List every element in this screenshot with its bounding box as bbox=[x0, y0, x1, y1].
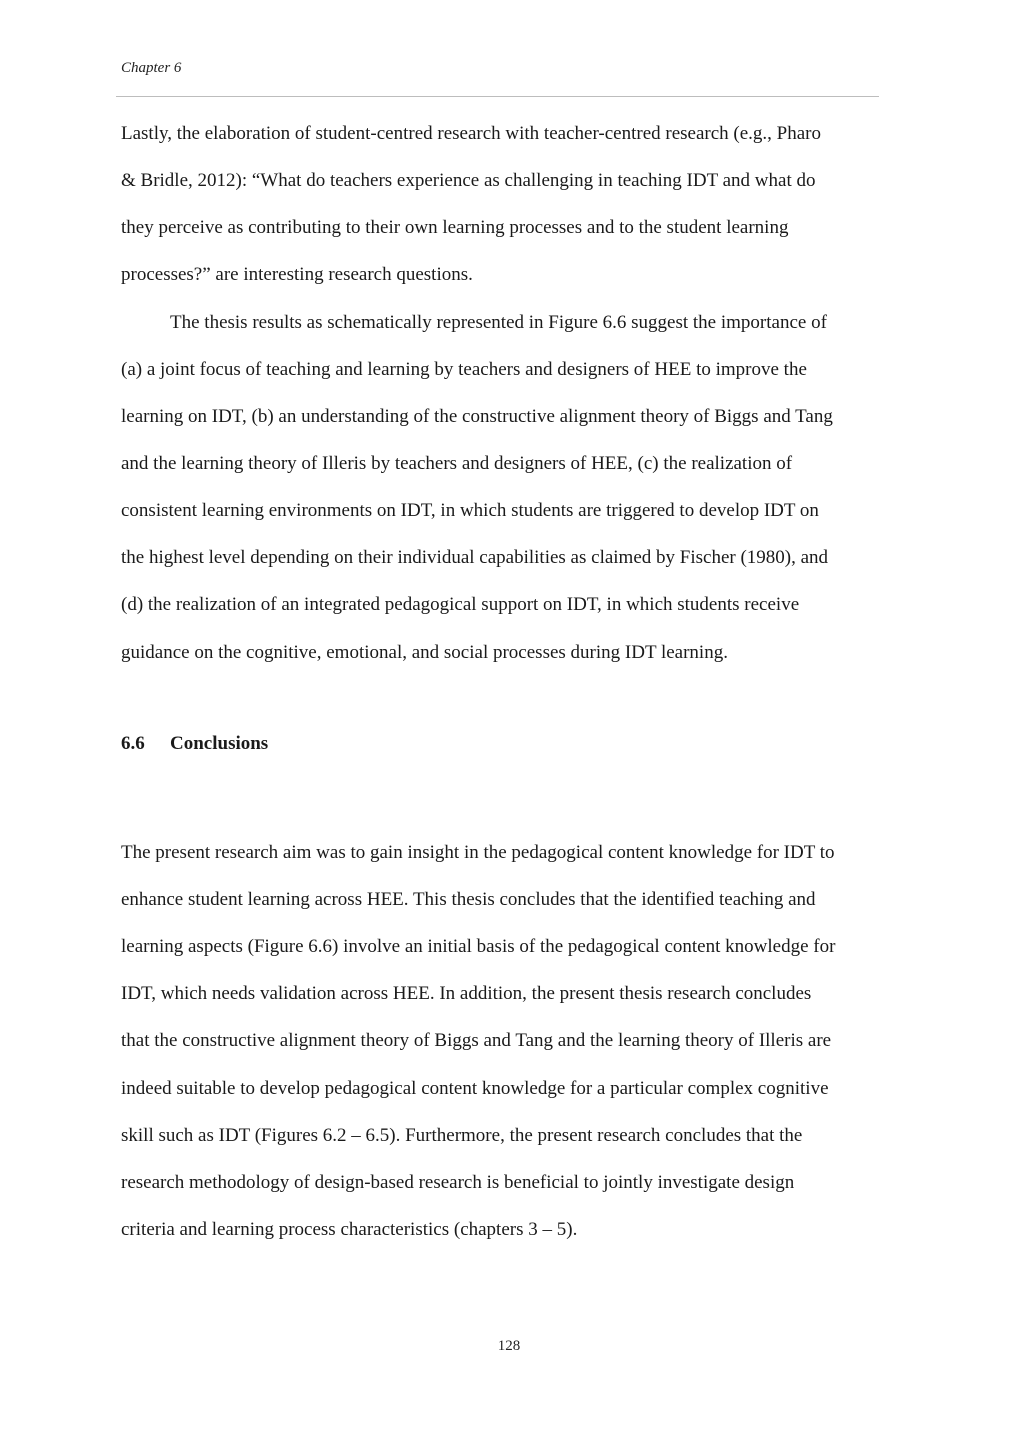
text-line: guidance on the cognitive, emotional, and social processes during IDT learning. bbox=[121, 642, 728, 663]
text-line: learning on IDT, (b) an understanding of the constructive alignment theory of Biggs and Tang bbox=[121, 406, 833, 427]
text-line: consistent learning environments on IDT, in which students are triggered to develop IDT on bbox=[121, 500, 819, 521]
text-line: IDT, which needs validation across HEE. In addition, the present thesis research concludes bbox=[121, 983, 812, 1004]
text-line: skill such as IDT (Figures 6.2 – 6.5). Furthermore, the present research concludes that the bbox=[121, 1125, 803, 1146]
text-line: that the constructive alignment theory of Biggs and Tang and the learning theory of Illeris are bbox=[121, 1030, 832, 1051]
section-heading bbox=[121, 732, 268, 756]
text-line: (d) the realization of an integrated pedagogical support on IDT, in which students receive bbox=[121, 594, 800, 615]
text-line: & Bridle, 2012): “What do teachers experience as challenging in teaching IDT and what do bbox=[121, 170, 816, 191]
text-line: learning aspects (Figure 6.6) involve an initial basis of the pedagogical content knowledge for bbox=[121, 936, 836, 957]
text-line: The thesis results as schematically represented in Figure 6.6 suggest the importance of bbox=[170, 312, 827, 333]
text-line: Lastly, the elaboration of student-centred research with teacher-centred research (e.g., Pharo bbox=[121, 123, 821, 144]
text-line: The present research aim was to gain insight in the pedagogical content knowledge for IDT to bbox=[121, 842, 835, 863]
text-line: (a) a joint focus of teaching and learning by teachers and designers of HEE to improve the bbox=[121, 359, 807, 380]
text-line: they perceive as contributing to their own learning processes and to the student learning bbox=[121, 217, 789, 238]
running-header: Chapter 6 bbox=[121, 60, 182, 76]
text-line: and the learning theory of Illeris by teachers and designers of HEE, (c) the realization of bbox=[121, 453, 793, 474]
text-line: criteria and learning process characteristics (chapters 3 – 5). bbox=[121, 1219, 578, 1240]
section-title: Conclusions bbox=[170, 733, 269, 754]
text-line: indeed suitable to develop pedagogical content knowledge for a particular complex cognitive bbox=[121, 1078, 829, 1099]
header-divider bbox=[116, 96, 879, 97]
section-number: 6.6 bbox=[121, 733, 145, 754]
text-line: the highest level depending on their individual capabilities as claimed by Fischer (1980), and bbox=[121, 547, 829, 568]
text-line: enhance student learning across HEE. This thesis concludes that the identified teaching and bbox=[121, 889, 816, 910]
text-line: research methodology of design-based research is beneficial to jointly investigate design bbox=[121, 1172, 795, 1193]
text-line: processes?” are interesting research questions. bbox=[121, 264, 473, 285]
page-number: 128 bbox=[497, 1338, 521, 1354]
